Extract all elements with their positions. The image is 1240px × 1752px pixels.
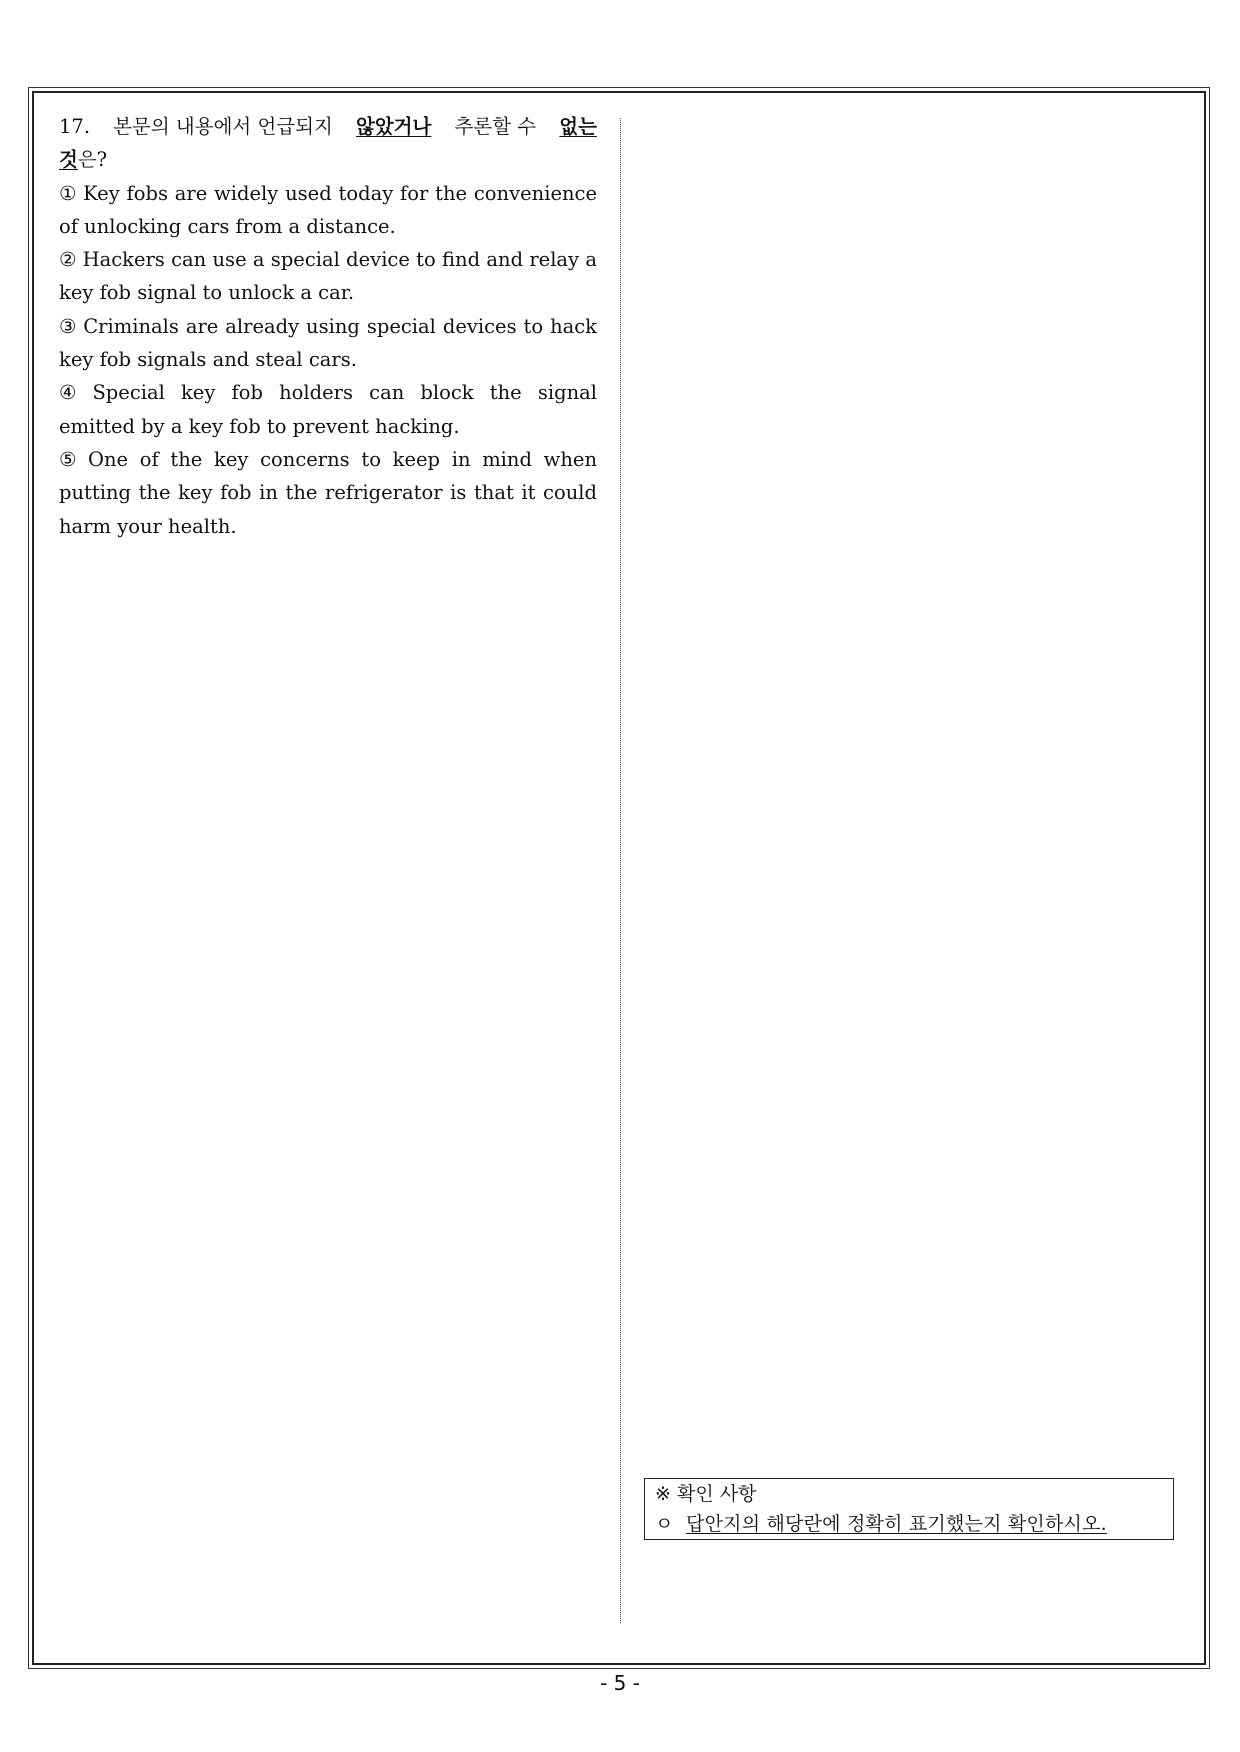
question-17 — [59, 110, 597, 543]
notice-box — [644, 1478, 1174, 1540]
stem-text-1: 본문의 내용에서 언급되지 — [113, 115, 333, 138]
stem-emphasis-1: 않았거나 — [356, 115, 432, 138]
choice-4[interactable] — [59, 376, 597, 443]
column-divider — [620, 118, 621, 1623]
notice-text: 답안지의 해당란에 정확히 표기했는지 확인하시오. — [686, 1513, 1107, 1535]
choice-text-2: Hackers can use a special device to find and relay a key fob signal to unlock a car. — [59, 248, 597, 305]
choice-mark-1: ① — [59, 181, 78, 205]
stem-text-2: 추론할 수 — [454, 115, 537, 138]
choice-text-4: Special key fob holders can block the signal emitted by a key fob to prevent hacking. — [59, 381, 597, 438]
notice-bullet: ㅇ — [655, 1513, 674, 1535]
choice-mark-3: ③ — [59, 314, 78, 338]
choice-text-1: Key fobs are widely used today for the convenience of unlocking cars from a distance. — [59, 181, 598, 238]
choice-3[interactable] — [59, 310, 597, 377]
choice-mark-5: ⑤ — [59, 447, 82, 471]
choice-mark-4: ④ — [59, 381, 87, 405]
question-number: 17. — [59, 115, 91, 138]
stem-text-3: 은? — [77, 148, 108, 172]
choice-5[interactable] — [59, 443, 597, 543]
stem-emphasis-2: 없는 — [559, 115, 597, 138]
choice-text-3: Criminals are already using special devices to hack key fob signals and steal cars. — [59, 314, 597, 372]
notice-line — [655, 1509, 1163, 1539]
stem-emphasis-3: 것 — [59, 148, 78, 172]
choice-2[interactable] — [59, 243, 597, 310]
choice-text-5: One of the key concerns to keep in mind when putting the key fob in the refrigerator is that it could harm your health. — [59, 447, 598, 538]
choice-mark-2: ② — [59, 248, 77, 272]
page-number: - 5 - — [600, 1671, 640, 1695]
question-stem — [59, 110, 597, 177]
choice-1[interactable] — [59, 177, 597, 244]
notice-title: ※ 확인 사항 — [655, 1483, 757, 1505]
